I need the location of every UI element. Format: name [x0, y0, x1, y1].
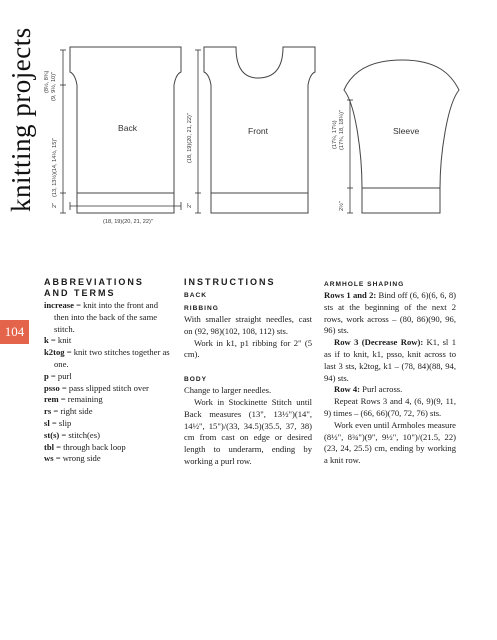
- body-text-1: Change to larger needles.: [184, 385, 272, 396]
- abbreviation-term: increase: [44, 300, 74, 310]
- armhole-column: [324, 277, 456, 467]
- back-width-dim: (18, 19)(20, 21, 22)": [103, 219, 153, 225]
- abbreviation-term: rs: [44, 406, 52, 417]
- abbreviation-definition: = right side: [51, 406, 93, 417]
- front-height-dim: (18, 19)(20, 21, 22)": [187, 113, 193, 163]
- abbreviation-term: rem: [44, 394, 59, 405]
- abbreviation-definition: = slip: [49, 417, 72, 428]
- armhole-heading: ARMHOLE SHAPING: [324, 281, 405, 288]
- body-text-2: Work in Stockinette Stitch until Back measures (13", 13½")(14", 14½", 15")/(33, 34.5)(35.5, 37, 38) cm from cast on edge or desired length to underarm, ending by working a purl row.: [184, 396, 312, 466]
- abbreviation-term: k: [44, 335, 49, 346]
- back-heading: BACK: [184, 292, 208, 299]
- abbreviation-term: tbl: [44, 441, 55, 452]
- sleeve-length-dim-1: (17¼, 17½): [332, 120, 338, 149]
- abbreviation-definition: = pass slipped stitch over: [59, 382, 149, 393]
- rows-1-2-paragraph: Rows 1 and 2: Bind off (6, 6)(6, 6, 8) sts at the beginning of the next 2 rows, work across – (80, 86)(90, 96, 96) sts.: [324, 290, 456, 336]
- side-title: knitting projects: [6, 27, 36, 212]
- abbreviation-item: [44, 347, 172, 371]
- abbreviation-definition: = purl: [48, 370, 72, 381]
- row-4-paragraph: Row 4: Purl across.: [334, 384, 403, 395]
- row-3-paragraph: Row 3 (Decrease Row): K1, sl 1 as if to knit, k1, psso, knit across to last 3 sts, k2tog, k1 – (78, 84)(88, 94, 94) sts.: [324, 337, 456, 383]
- schematics: [0, 0, 497, 260]
- abbreviation-term: st(s): [44, 429, 60, 440]
- abbreviation-definition: = knit two stitches together as one.: [54, 347, 170, 369]
- back-rib-dim: 2": [52, 202, 58, 208]
- work-even-paragraph: Work even until Armholes measure (8½", 8¾")(9", 9½", 10")/(21.5, 22)(23, 24, 25.5) cm, ending by working a knit row.: [324, 419, 456, 466]
- abbreviation-term: ws: [44, 453, 54, 464]
- abbreviation-item: [44, 418, 172, 430]
- front-label: Front: [248, 126, 269, 136]
- abbreviation-item: [44, 335, 172, 347]
- sleeve-rib-dim: 2½": [339, 201, 345, 211]
- ribbing-text-1: With smaller straight needles, cast on (92, 98)(102, 108, 112) sts.: [184, 314, 312, 336]
- abbreviation-term: psso: [44, 382, 60, 393]
- sleeve-label: Sleeve: [393, 126, 420, 136]
- back-label: Back: [118, 123, 138, 133]
- sleeve-length-dim-2: (17¾, 18, 18¼)": [339, 110, 345, 150]
- back-height-dim: (13, 13½)(14, 14½, 15)": [52, 137, 58, 197]
- abbreviation-term: p: [44, 370, 49, 381]
- repeat-paragraph: Repeat Rows 3 and 4, (6, 9)(9, 11, 9) times – (66, 66)(70, 72, 76) sts.: [324, 396, 456, 418]
- body-heading: BODY: [184, 376, 208, 384]
- abbreviation-definition: = remaining: [58, 394, 103, 405]
- abbreviations-column: [44, 277, 172, 465]
- instructions-heading: INSTRUCTIONS: [184, 277, 276, 287]
- abbreviation-term: sl: [44, 417, 50, 428]
- abbreviation-definition: = knit into the front and then into the back of the same stitch.: [54, 300, 159, 334]
- abbreviations-list: [44, 300, 172, 465]
- page-number: 104: [0, 320, 29, 344]
- ribbing-text-2: Work in k1, p1 ribbing for 2" (5 cm).: [184, 337, 312, 360]
- ribbing-heading: RIBBING: [184, 305, 219, 312]
- back-armhole-dim-2: (9, 9½, 10)": [51, 71, 57, 101]
- abbreviation-item: [44, 394, 172, 406]
- abbreviation-item: [44, 300, 172, 335]
- abbreviation-item: [44, 442, 172, 454]
- abbreviation-term: k2tog: [44, 347, 65, 358]
- instructions-column: [184, 277, 312, 468]
- abbreviation-definition: = wrong side: [53, 453, 101, 464]
- abbreviation-item: [44, 453, 172, 465]
- abbreviation-definition: = knit: [48, 335, 72, 346]
- abbreviation-definition: = through back loop: [54, 441, 126, 452]
- abbreviations-heading: ABBREVIATIONS AND TERMS: [44, 277, 144, 298]
- back-armhole-dim-1: (8½, 8¾): [44, 70, 50, 93]
- abbreviation-item: [44, 371, 172, 383]
- abbreviation-item: [44, 383, 172, 395]
- abbreviation-item: [44, 406, 172, 418]
- abbreviation-item: [44, 430, 172, 442]
- front-rib-dim: 2": [187, 202, 193, 208]
- abbreviation-definition: = stitch(es): [59, 429, 100, 440]
- sleeve-outline: [344, 60, 459, 213]
